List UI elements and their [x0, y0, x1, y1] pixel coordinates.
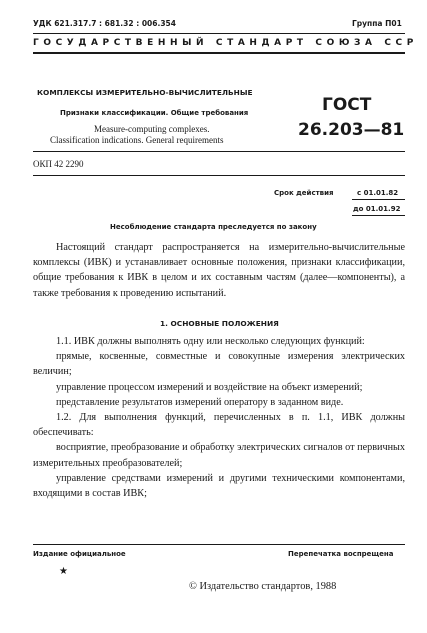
- subtitle-ru: Признаки классификации. Общие требования: [60, 109, 249, 117]
- para-1-1: 1.1. ИВК должны выполнять одну или несколько следующих функций:: [56, 336, 365, 347]
- section-heading: 1. ОСНОВНЫЕ ПОЛОЖЕНИЯ: [160, 319, 279, 328]
- title-en: [50, 124, 252, 146]
- gost-label: ГОСТ: [322, 95, 372, 115]
- title-en-line2: Classification indications. General requirements: [50, 135, 224, 145]
- intro-paragraph: Настоящий стандарт распространяется на измерительно-вычислительные комплексы (ИВК) и устанавливает основные положения, признаки классификации, общие требования к ИВК в целом и их составным частям (далее—компоненты), а также требования к проведению испытаний.: [33, 242, 405, 299]
- okp-rule: [33, 175, 405, 176]
- notice: Несоблюдение стандарта преследуется по закону: [110, 223, 317, 231]
- para-1-1-item-3: представление результатов измерений оператору в заданном виде.: [56, 396, 344, 408]
- validity-label: Срок действия: [274, 189, 334, 197]
- validity-underline: [352, 199, 405, 200]
- validity-from: с 01.01.82: [357, 189, 399, 197]
- udk-code: УДК 621.317.7 : 681.32 : 006.354: [33, 19, 176, 28]
- para-1-2-item-2: управление средствами измерений и другими техническими компонентами, входящими в состав ИВК;: [33, 472, 405, 500]
- gost-number: 26.203—81: [298, 120, 405, 140]
- header-rule-top: [33, 33, 405, 34]
- official-edition: Издание официальное: [33, 550, 126, 558]
- title-ru: КОМПЛЕКСЫ ИЗМЕРИТЕЛЬНО-ВЫЧИСЛИТЕЛЬНЫЕ: [37, 88, 253, 97]
- group-code: Группа П01: [352, 19, 402, 28]
- footer-rule: [33, 544, 405, 545]
- validity-to: до 01.01.92: [353, 205, 401, 213]
- copyright: © Издательство стандартов, 1988: [189, 581, 337, 592]
- standard-title: ГОСУДАРСТВЕННЫЙ СТАНДАРТ СОЮЗА ССР: [33, 38, 418, 48]
- validity-underline-2: [352, 215, 405, 216]
- reprint-prohibited: Перепечатка воспрещена: [288, 550, 394, 558]
- star-icon: ★: [59, 566, 68, 577]
- para-1-1-item-2: управление процессом измерений и воздействие на объект измерений;: [56, 381, 363, 393]
- section-body: [33, 334, 405, 501]
- header-rule-bottom: [33, 52, 405, 54]
- title-en-line1: Measure-computing complexes.: [94, 124, 210, 134]
- para-1-2-item-1: восприятие, преобразование и обработку электрических сигналов от первичных измерительных преобразователей;: [33, 442, 405, 469]
- title-rule: [33, 151, 405, 152]
- okp-code: ОКП 42 2290: [33, 159, 84, 169]
- para-1-2: 1.2. Для выполнения функций, перечисленных в п. 1.1, ИВК должны обеспечивать:: [33, 412, 405, 439]
- para-1-1-item-1: прямые, косвенные, совместные и совокупные измерения электрических величин;: [33, 351, 405, 378]
